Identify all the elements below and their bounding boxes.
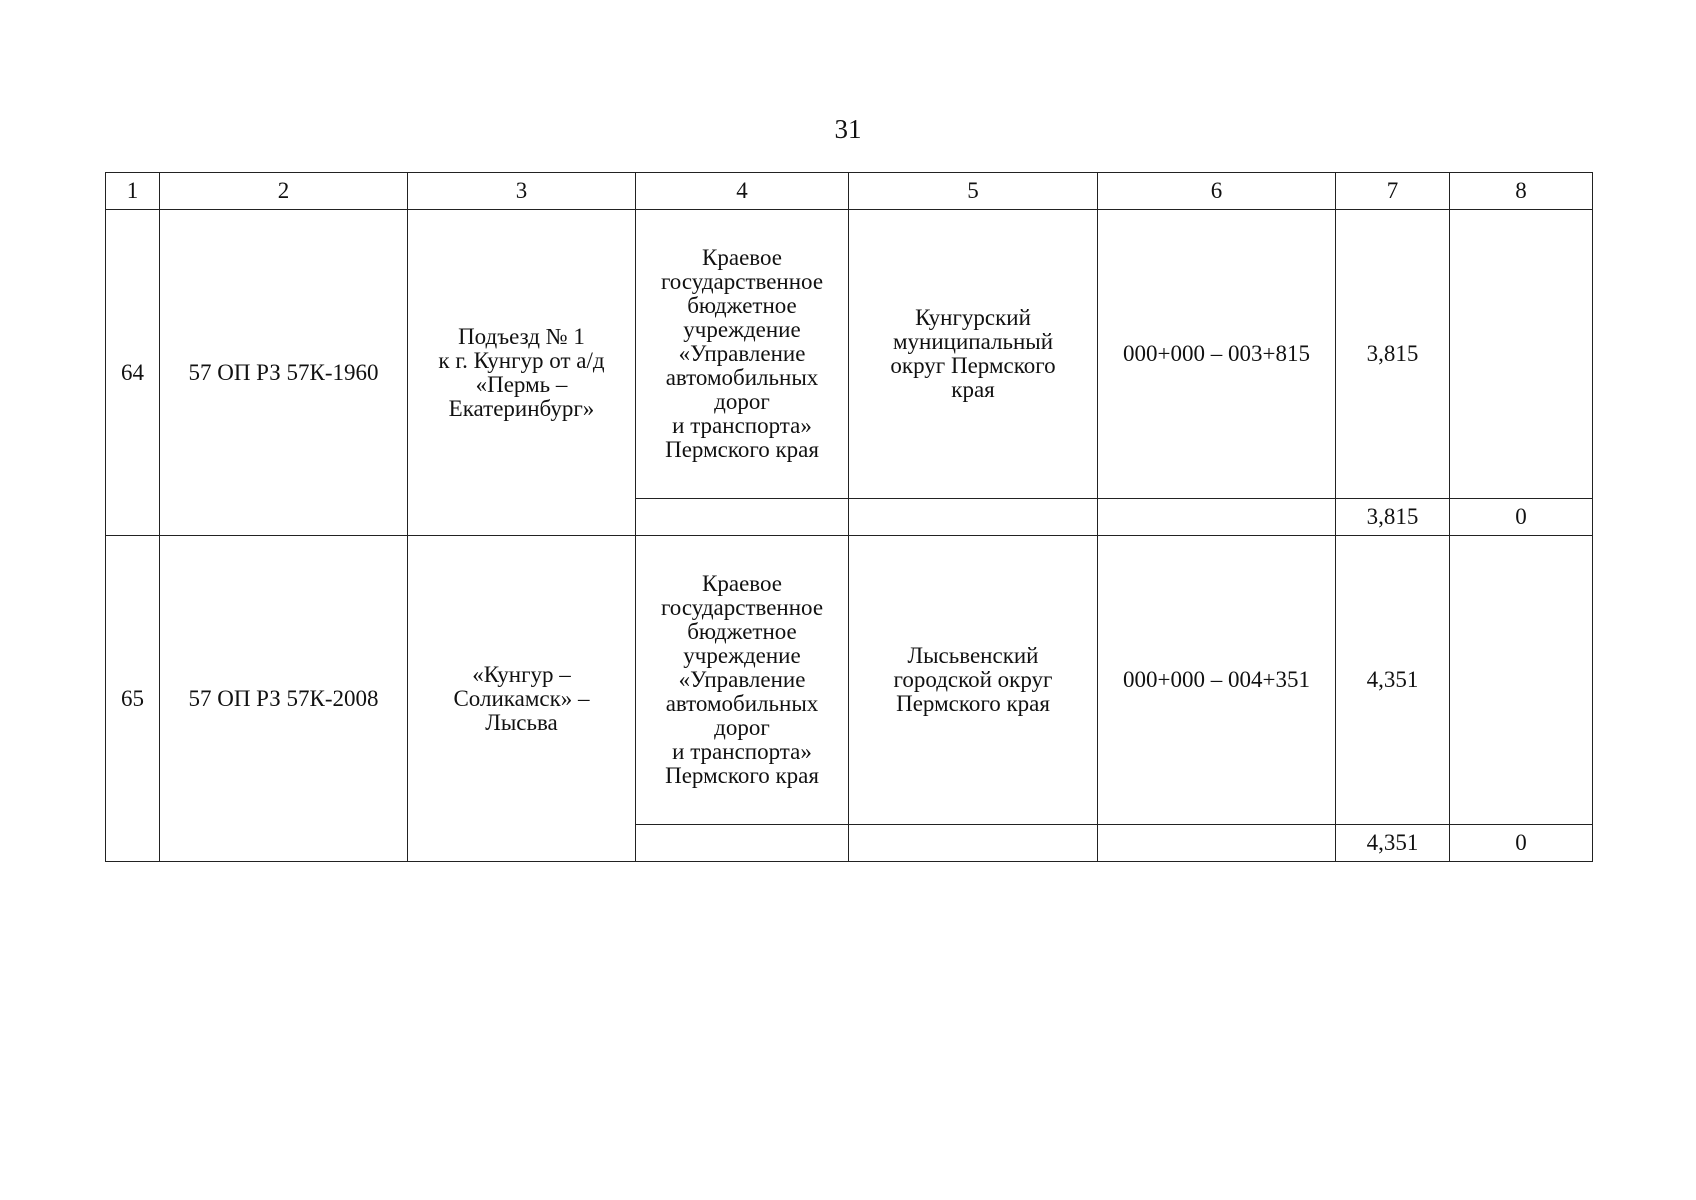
table-row	[106, 210, 1593, 499]
road-section: 000+000 – 004+351	[1098, 536, 1336, 825]
header-cell: 4	[636, 173, 849, 210]
owner-org: Краевое государственное бюджетное учреждение «Управление автомобильных дорог и транспорта» Пермского края	[636, 536, 849, 825]
row-number: 64	[106, 210, 160, 536]
header-cell: 5	[849, 173, 1098, 210]
header-cell: 7	[1336, 173, 1450, 210]
header-cell: 2	[160, 173, 408, 210]
header-cell: 3	[408, 173, 636, 210]
row-number: 65	[106, 536, 160, 862]
col8-value	[1450, 536, 1593, 825]
empty-cell	[849, 825, 1098, 862]
road-length: 4,351	[1336, 536, 1450, 825]
table-header-row	[106, 173, 1593, 210]
road-name: «Кунгур – Соликамск» – Лысьва	[408, 536, 636, 862]
empty-cell	[849, 499, 1098, 536]
total-col8: 0	[1450, 825, 1593, 862]
municipality: Кунгурский муниципальный округ Пермского края	[849, 210, 1098, 499]
empty-cell	[636, 499, 849, 536]
empty-cell	[636, 825, 849, 862]
empty-cell	[1098, 499, 1336, 536]
total-length: 3,815	[1336, 499, 1450, 536]
empty-cell	[1098, 825, 1336, 862]
road-name: Подъезд № 1 к г. Кунгур от а/д «Пермь – Екатеринбург»	[408, 210, 636, 536]
road-length: 3,815	[1336, 210, 1450, 499]
header-cell: 1	[106, 173, 160, 210]
road-code: 57 ОП РЗ 57К-2008	[160, 536, 408, 862]
total-col8: 0	[1450, 499, 1593, 536]
roads-table	[105, 172, 1593, 862]
municipality: Лысьвенский городской округ Пермского края	[849, 536, 1098, 825]
road-section: 000+000 – 003+815	[1098, 210, 1336, 499]
header-cell: 8	[1450, 173, 1593, 210]
page-number: 31	[834, 114, 862, 144]
total-length: 4,351	[1336, 825, 1450, 862]
col8-value	[1450, 210, 1593, 499]
road-code: 57 ОП РЗ 57К-1960	[160, 210, 408, 536]
table-row	[106, 536, 1593, 825]
owner-org: Краевое государственное бюджетное учреждение «Управление автомобильных дорог и транспорта» Пермского края	[636, 210, 849, 499]
header-cell: 6	[1098, 173, 1336, 210]
